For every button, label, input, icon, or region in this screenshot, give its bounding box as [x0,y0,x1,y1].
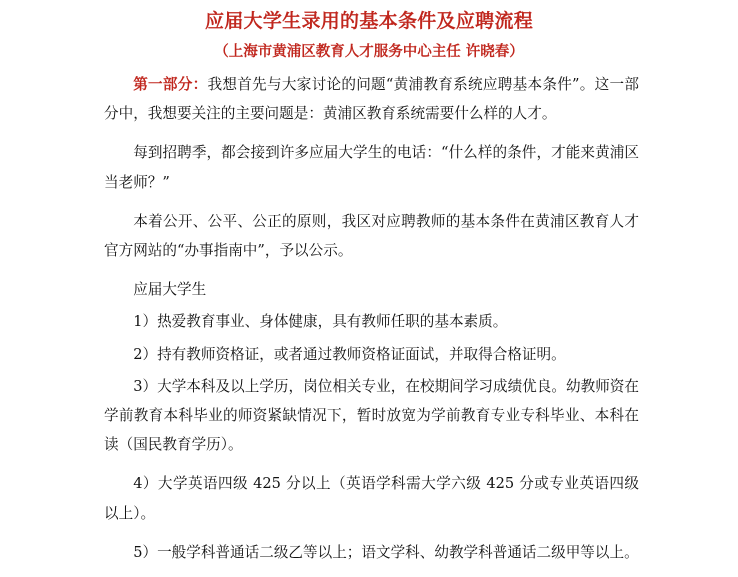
document-body [104,70,639,577]
condition-item-2: 2）持有教师资格证，或者通过教师资格证面试，并取得合格证明。 [133,345,566,363]
paragraph-graduates-heading: 应届大学生 [133,281,207,299]
condition-item-4: 4）大学英语四级 425 分以上（英语学科需大学六级 425 分或专业英语四级以上）。 [104,475,639,522]
paragraph-recruitment-season: 每到招聘季，都会接到许多应届大学生的电话：“什么样的条件，才能来黄浦区当老师？” [104,144,639,191]
condition-item-5: 5）一般学科普通话二级乙等以上；语文学科、幼教学科普通话二级甲等以上。 [133,543,639,561]
paragraph-publication: 本着公开、公平、公正的原则，我区对应聘教师的基本条件在黄浦区教育人才官方网站的“办事指南中”，予以公示。 [104,212,639,260]
document-title: 应届大学生录用的基本条件及应聘流程 [204,10,534,32]
condition-item-1: 1）热爱教育事业、身体健康，具有教师任职的基本素质。 [133,313,508,331]
part1-paragraph [104,70,639,128]
condition-item-3: 3）大学本科及以上学历，岗位相关专业，在校期间学习成绩优良。幼教师资在学前教育本科毕业的师资紧缺情况下，暂时放宽为学前教育专业专科毕业、本科在读（国民教育学历）。 [104,377,639,454]
part1-lead: 第一部分： [133,76,208,93]
document-subtitle: （上海市黄浦区教育人才服务中心主任 许晓春） [214,44,524,60]
part1-text: 我想首先与大家讨论的问题“黄浦教育系统应聘基本条件”。这一部分中，我想要关注的主要问题是：黄浦区教育系统需要什么样的人才。 [104,76,639,123]
